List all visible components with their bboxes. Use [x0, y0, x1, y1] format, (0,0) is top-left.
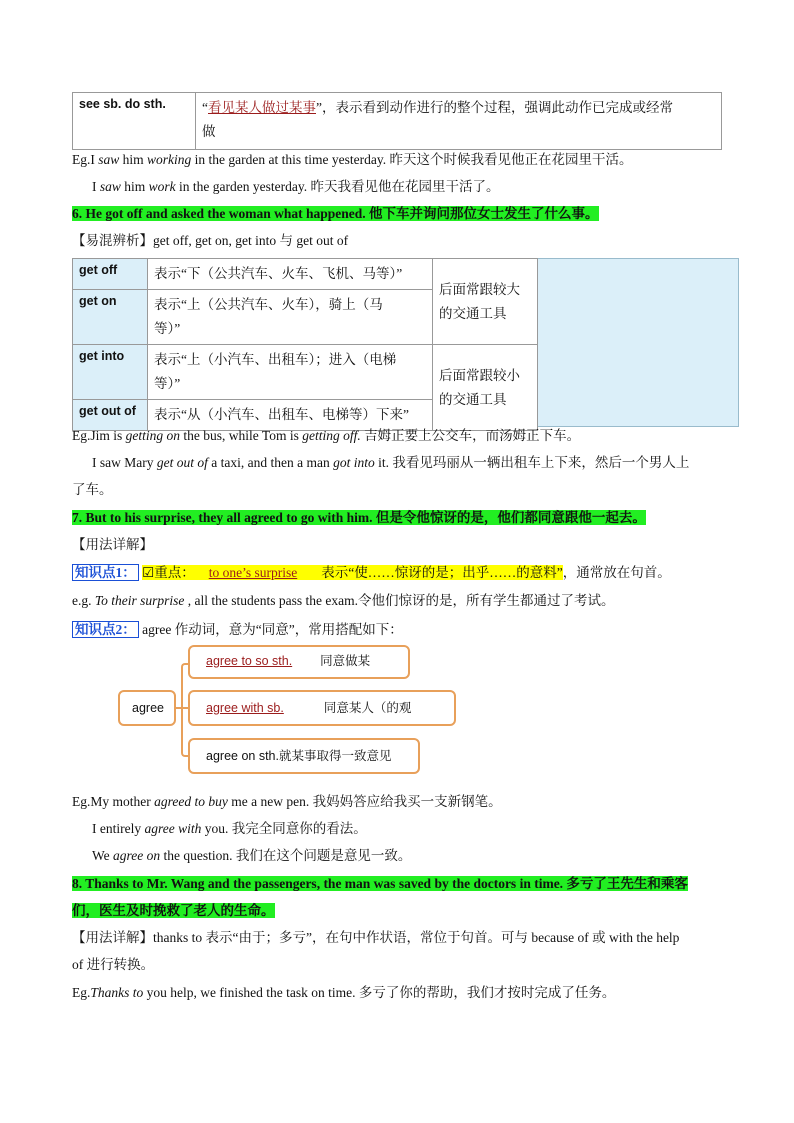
example-line: I entirely agree with you. 我完全同意你的看法。 [92, 821, 367, 836]
usage-text: of 进行转换。 [72, 957, 155, 972]
phrase-cell: get on [73, 290, 148, 345]
note-cell: 后面常跟较大 的交通工具 [433, 259, 538, 345]
get-phrases-table [72, 258, 538, 431]
sentence-8-heading: 8. Thanks to Mr. Wang and the passengers, the man was saved by the doctors in time. 多亏了王先生和乘客 [72, 876, 688, 891]
usage-heading: 【用法详解】thanks to 表示“由于；多亏”，在句中作状语，常位于句首。可与 because of 或 with the help [72, 930, 680, 945]
example-line: Eg.Jim is getting on the bus, while Tom is getting off. 吉姆正要上公交车，而汤姆正下车。 [72, 428, 581, 443]
diagram-branch-3: agree on sth.就某事取得一致意见 [188, 738, 420, 774]
sentence-6-heading: 6. He got off and asked the woman what happened. 他下车并询问那位女士发生了什么事。 [72, 206, 599, 221]
sentence-7-heading: 7. But to his surprise, they all agreed to go with him. 但是令他惊讶的是，他们都同意跟他一起去。 [72, 510, 646, 525]
phrase-cell: see sb. do sth. [73, 93, 196, 150]
example-line: Eg.Thanks to you help, we finished the task on time. 多亏了你的帮助，我们才按时完成了任务。 [72, 985, 616, 1000]
meaning-cell: 表示“上（公共汽车、火车），骑上（马 等）” [148, 290, 433, 345]
knowledge-point-1: 知识点1： ☑重点： to one’s surprise 表示“使……惊讶的是；出乎……的意料”，通常放在句首。 [72, 563, 671, 583]
knowledge-point-2: 知识点2： agree 作动词，意为“同意”，常用搭配如下： [72, 620, 403, 640]
example-line: e.g. To their surprise , all the students pass the exam.令他们惊讶的是，所有学生都通过了考试。 [72, 593, 615, 608]
sentence-8-heading-cont: 们，医生及时挽救了老人的生命。 [72, 903, 275, 918]
usage-heading: 【用法详解】 [72, 537, 153, 552]
phrase-cell: get off [73, 259, 148, 290]
example-line: I saw him work in the garden yesterday. 昨天我看见他在花园里干活了。 [92, 179, 500, 194]
highlight-phrase: 看见某人做过某事 [208, 100, 316, 115]
example-line: Eg.I saw him working in the garden at this time yesterday. 昨天这个时候我看见他正在花园里干活。 [72, 152, 633, 167]
diagram-branch-2: agree with sb. 同意某人（的观 [188, 690, 456, 726]
comparison-heading: 【易混辨析】get off, get on, get into 与 get out of [72, 233, 349, 248]
meaning-cell: 表示“下（公共汽车、火车、飞机、马等）” [148, 259, 433, 290]
example-line: 了车。 [72, 482, 113, 497]
diagram-branch-1: agree to so sth. 同意做某 [188, 645, 410, 679]
see-sb-do-sth-table [72, 92, 722, 150]
phrase-cell: get into [73, 345, 148, 400]
diagram-connector [176, 707, 188, 709]
note-cell: 后面常跟较小 的交通工具 [433, 345, 538, 431]
example-line: We agree on the question. 我们在这个问题是意见一致。 [92, 848, 412, 863]
example-line: I saw Mary get out of a taxi, and then a man got into it. 我看见玛丽从一辆出租车上下来，然后一个男人上 [92, 455, 690, 470]
meaning-cell: 表示“从（小汽车、出租车、电梯等）下来” [148, 400, 433, 431]
diagram-root: agree [118, 690, 176, 726]
phrase-cell: get out of [73, 400, 148, 431]
meaning-cell: 表示“上（小汽车、出租车）；进入（电梯 等）” [148, 345, 433, 400]
example-line: Eg.My mother agreed to buy me a new pen. 我妈妈答应给我买一支新钢笔。 [72, 794, 502, 809]
description-cell: “看见某人做过某事”，表示看到动作进行的整个过程，强调此动作已完成或经常 做 [196, 93, 722, 150]
